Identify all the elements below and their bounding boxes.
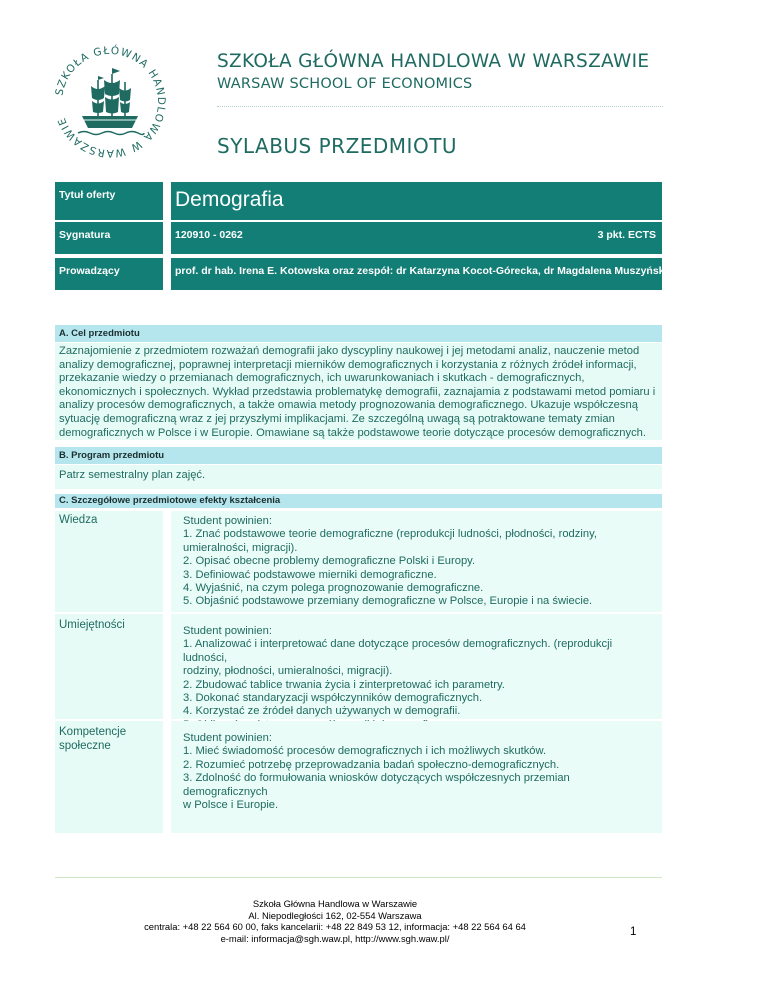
outcome-social (171, 721, 662, 833)
footer-line: Szkoła Główna Handlowa w Warszawie (252, 898, 418, 909)
footer-line: e-mail: informacja@sgh.waw.pl, http://www.sgh.waw.pl/ (220, 932, 450, 944)
lecturers-label: Prowadzący (55, 258, 163, 290)
outcome-label-social (55, 721, 163, 833)
outcome-line: 3. Definiować podstawowe mierniki demograficzne. (183, 568, 437, 581)
outcome-line: Student powinien: (183, 515, 272, 527)
outcome-line: 3. Zdolność do formułowania wniosków dotyczących współczesnych przemian demograficznych (183, 772, 570, 798)
outcome-line: 4. Wyjaśnić, na czym polega prognozowanie demograficzne. (183, 582, 484, 595)
outcome-label-social-line1: Kompetencje (59, 726, 127, 738)
document-title: SYLABUS PRZEDMIOTU (217, 134, 458, 158)
outcome-label-skills: Umiejętności (55, 614, 163, 719)
outcome-line: umieralności, migracji). (183, 541, 298, 554)
section-b-text: Patrz semestralny plan zajęć. (59, 469, 206, 481)
section-a-header: A. Cel przedmiotu (55, 325, 662, 342)
outcome-line: 5. Objaśnić podstawowe przemiany demograficzne w Polsce, Europie i na świecie. (183, 595, 593, 608)
university-name-pl: SZKOŁA GŁÓWNA HANDLOWA W WARSZAWIE (217, 51, 650, 72)
section-a-line: sytuację demograficzną wraz z jej przyszłymi implikacjami. Ze szczególną uwagą są potraktowane tematy zmian (59, 412, 615, 425)
section-a-line: przekazanie wiedzy o przemianach demograficznych, ich uwarunkowaniach i skutkach - demograficznych, (59, 372, 585, 385)
outcome-skills (171, 614, 662, 719)
outcome-line: 3. Dokonać standaryzacji współczynników demograficznych. (183, 692, 483, 705)
university-name-en: WARSAW SCHOOL OF ECONOMICS (217, 76, 473, 92)
section-a-line: demograficznych w Polsce i w Europie. Omawiane są także podstawowe teorie dotyczące procesów demograficznych. (59, 426, 646, 439)
header-divider (217, 106, 663, 107)
svg-text:SZKOŁA GŁÓWNA HANDLOWA W WARSZ: SZKOŁA GŁÓWNA HANDLOWA W WARSZAWIE (53, 44, 168, 160)
outcome-line: 1. Analizować i interpretować dane dotyczące procesów demograficznych. (reprodukcji ludności, (183, 638, 613, 664)
outcome-label-social-line2: społeczne (59, 740, 111, 752)
section-a-line: ekonomicznych i społecznych. Wykład przedstawia problematykę demografii, zaznajamia z podstawami metod pomiaru i (59, 385, 656, 398)
ects-credits: 3 pkt. ECTS (597, 229, 656, 241)
section-a-line: analizy demograficznej, poprawnej interpretacji mierników demograficznych i korzystania z różnych źródeł informacji, (59, 358, 637, 371)
section-c-header: C. Szczegółowe przedmiotowe efekty kształcenia (55, 494, 662, 508)
signature-label: Sygnatura (55, 222, 163, 254)
footer-divider (55, 877, 662, 878)
outcome-line: 1. Mieć świadomość procesów demograficznych i ich możliwych skutków. (183, 745, 547, 758)
outcome-line: 1. Znać podstawowe teorie demograficzne (reprodukcji ludności, płodności, rodziny, (183, 528, 597, 541)
lecturers-value: prof. dr hab. Irena E. Kotowska oraz zespół: dr Katarzyna Kocot-Górecka, dr Magdalena Muszyńska (171, 258, 662, 290)
section-a-body (55, 343, 662, 440)
outcome-line: rodziny, płodności, umieralności, migracji). (183, 665, 393, 678)
outcome-knowledge (171, 511, 662, 612)
section-a-line: Zaznajomienie z przedmiotem rozważań demografii jako dyscypliny naukowej i jej metodami analiz, nauczenie metod (59, 345, 640, 357)
university-seal (48, 40, 172, 164)
page-number: 1 (630, 926, 637, 938)
signature-value: 120910 - 0262 (175, 229, 243, 241)
outcome-line: Student powinien: (183, 625, 272, 637)
outcome-label-knowledge: Wiedza (55, 511, 163, 612)
outcome-line: w Polsce i Europie. (183, 799, 279, 812)
outcome-line: Student powinien: (183, 732, 272, 744)
footer-address (100, 898, 570, 944)
section-b-body (55, 465, 662, 489)
outcome-line: 2. Opisać obecne problemy demograficzne Polski i Europy. (183, 555, 476, 568)
section-a-line: analizy procesów demograficznych, a także omawia metody prognozowania demograficznego. Ukazuje współczesną (59, 399, 638, 412)
footer-line: centrala: +48 22 564 60 00, faks kancelarii: +48 22 849 53 12, informacja: +48 22 564 64 64 (144, 921, 526, 933)
course-title: Demografia (171, 182, 662, 220)
footer-line: Al. Niepodległości 162, 02-554 Warszawa (248, 909, 422, 921)
outcome-line: 2. Zbudować tablice trwania życia i zinterpretować ich parametry. (183, 678, 505, 691)
ship-seal-icon (48, 40, 172, 164)
title-label: Tytuł oferty (55, 182, 163, 220)
outcome-line: 2. Rozumieć potrzebę przeprowadzania badań społeczno-demograficznych. (183, 758, 560, 771)
signature-cell (171, 222, 662, 254)
outcome-line: 4. Korzystać ze źródeł danych używanych w demografii. (183, 705, 461, 718)
section-b-header: B. Program przedmiotu (55, 447, 662, 464)
